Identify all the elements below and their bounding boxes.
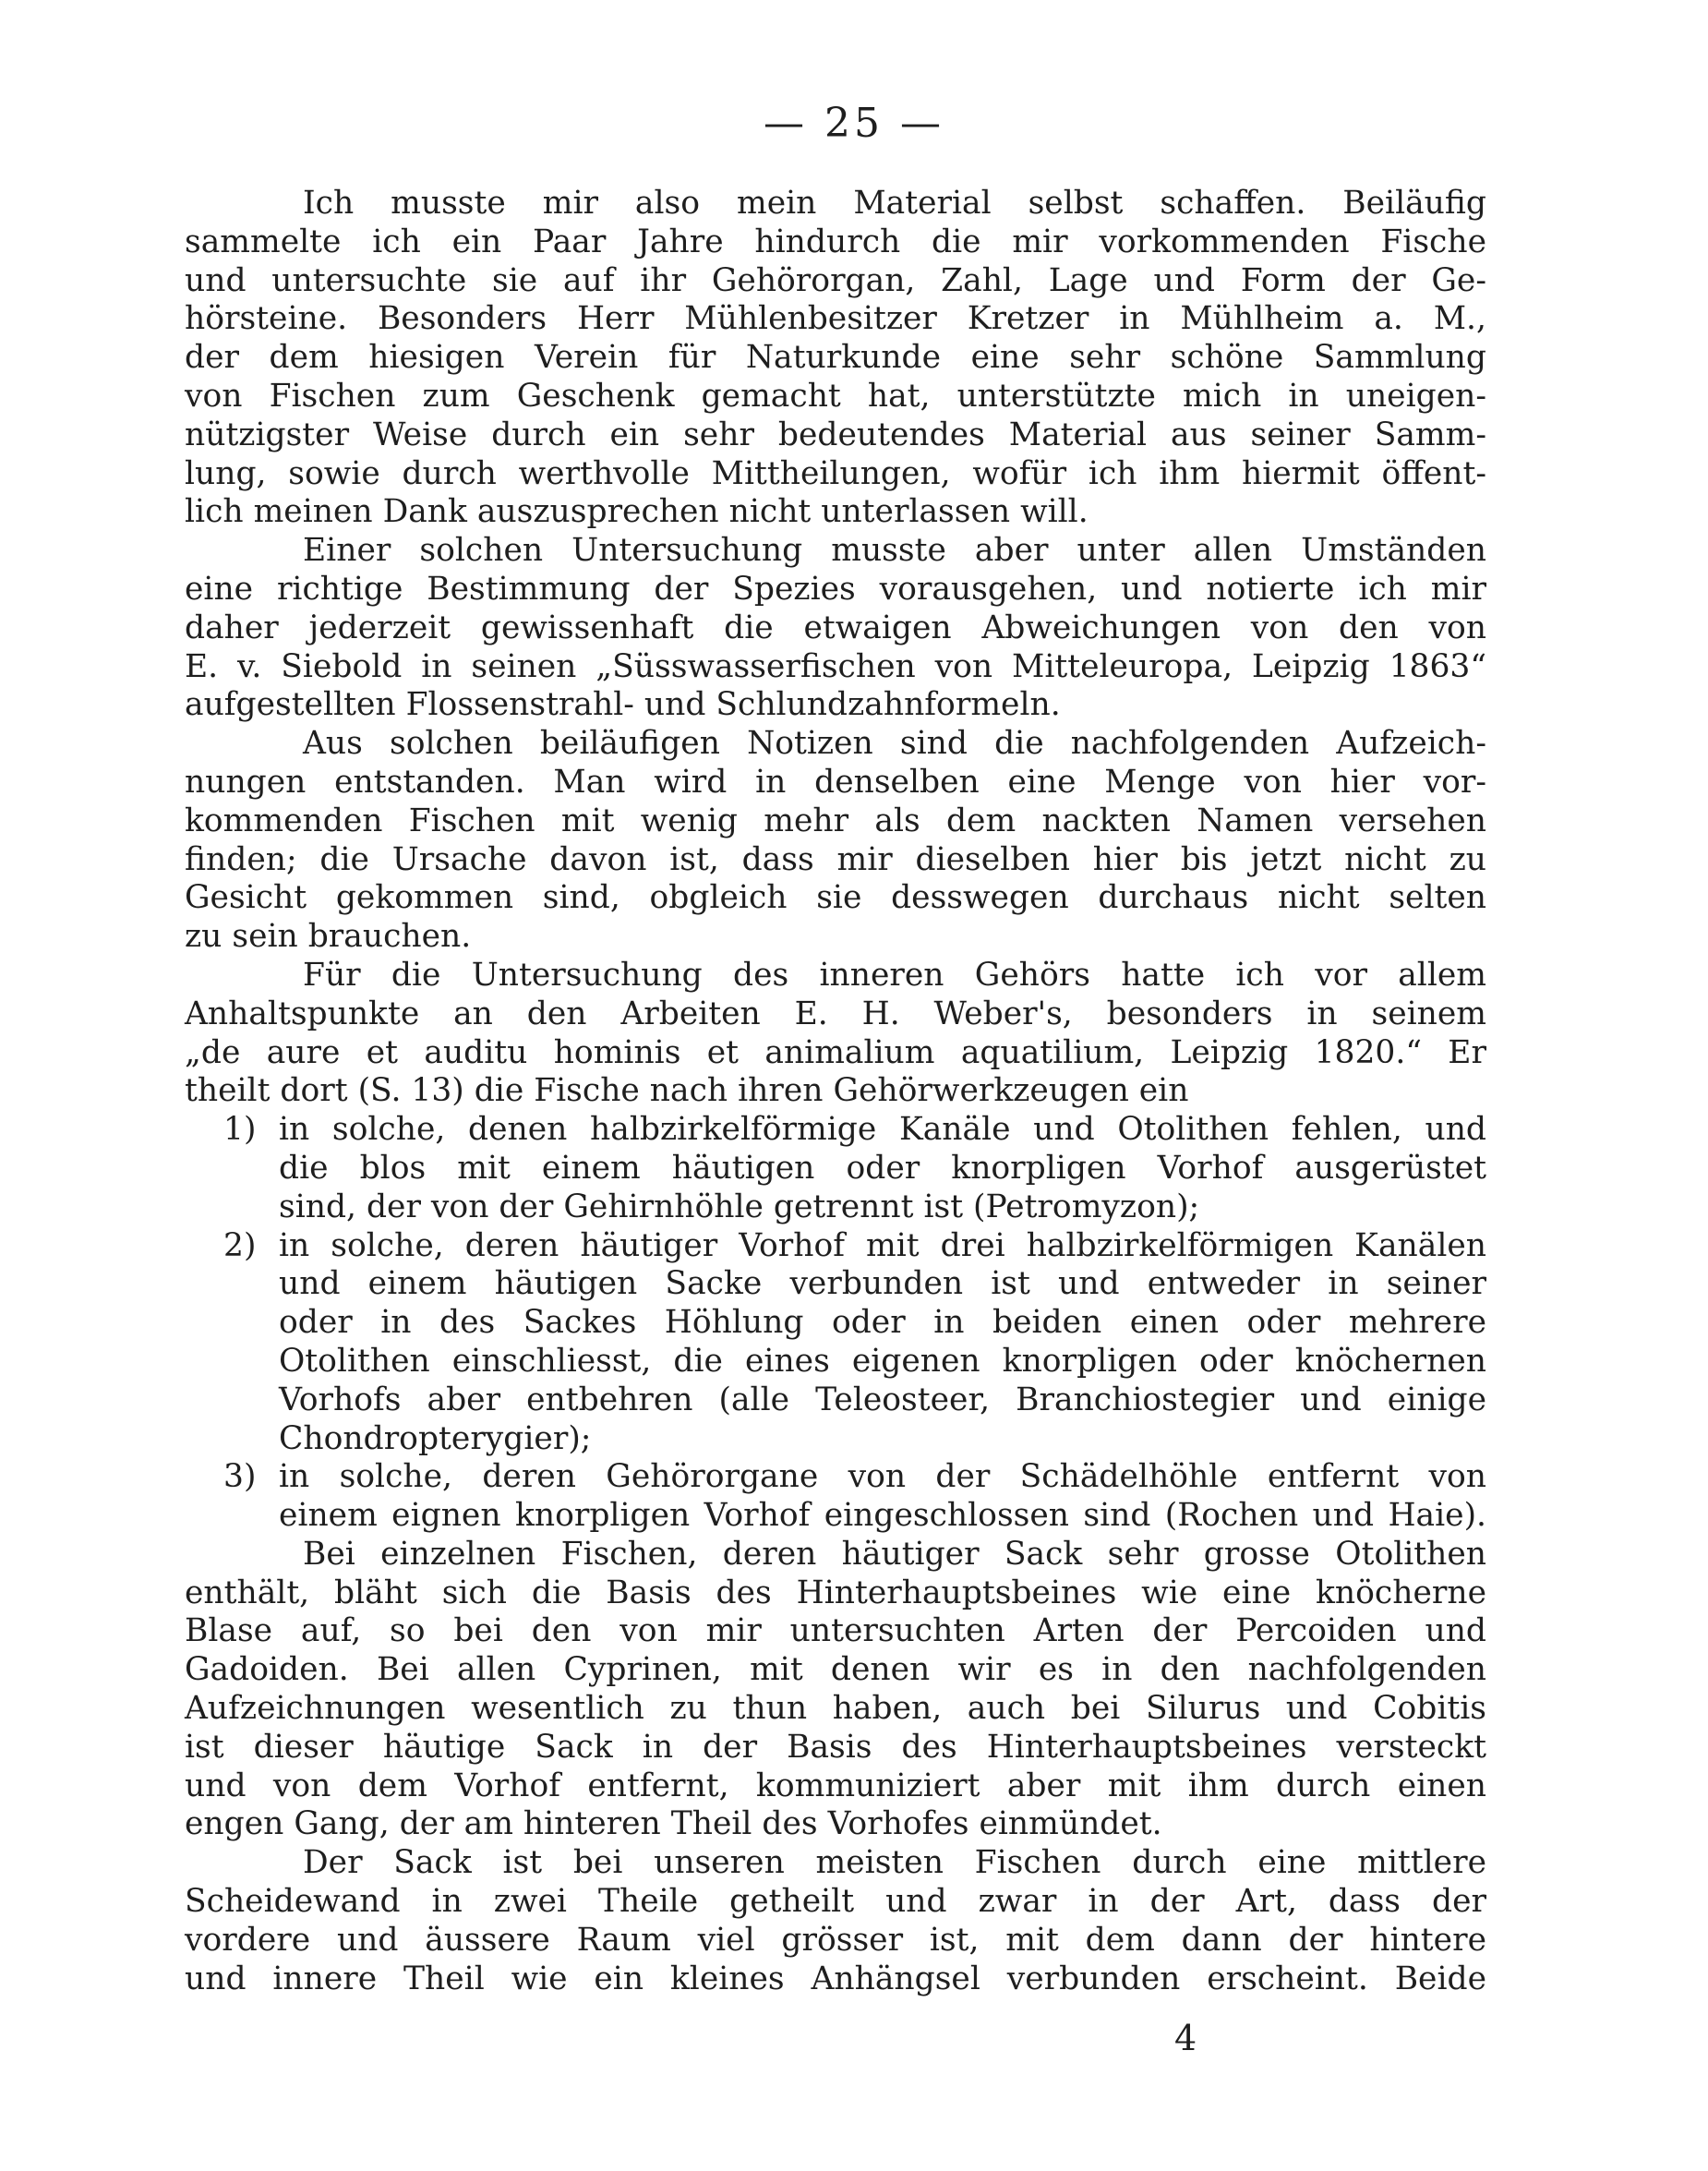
text-line	[185, 1729, 1486, 1767]
text-line	[185, 1805, 1486, 1844]
page-number: — 25 —	[764, 100, 944, 147]
line-text: sind, der von der Gehirnhöhle getrennt ist (Petromyzon);	[279, 1188, 1200, 1225]
text-line	[185, 879, 1486, 918]
text-line	[185, 1497, 1486, 1536]
line-text: eine richtige Bestimmung der Spezies vorausgehen, und notierte ich mir	[185, 570, 1486, 608]
line-text: Gesicht gekommen sind, obgleich sie desswegen durchaus nicht selten	[185, 879, 1486, 917]
text-line	[185, 532, 1486, 571]
text-line	[185, 1227, 1486, 1266]
line-text: engen Gang, der am hinteren Theil des Vorhofes einmündet.	[185, 1805, 1162, 1843]
line-text: vordere und äussere Raum viel grösser ist, mit dem dann der hintere	[185, 1921, 1486, 1959]
text-line	[185, 1922, 1486, 1960]
text-line	[185, 686, 1486, 725]
line-text: Chondropterygier);	[279, 1419, 592, 1457]
line-text: nützigster Weise durch ein sehr bedeutendes Material aus seiner Samm-	[185, 416, 1486, 453]
line-text: Blase auf, so bei den von mir untersuchten Arten der Percoiden und	[185, 1612, 1486, 1650]
text-line	[185, 995, 1486, 1034]
line-text: hörsteine. Besonders Herr Mühlenbesitzer Kretzer in Mühlheim a. M.,	[185, 300, 1486, 338]
list-item-number: 2)	[223, 1226, 257, 1264]
text-line	[185, 455, 1486, 494]
text-line	[185, 957, 1486, 995]
line-text: Ich musste mir also mein Material selbst schaffen. Beiläufig	[303, 185, 1486, 222]
text-line	[185, 802, 1486, 841]
text-line	[185, 1458, 1486, 1497]
line-text: finden; die Ursache davon ist, dass mir dieselben hier bis jetzt nicht zu	[185, 840, 1486, 878]
line-text: Einer solchen Untersuchung musste aber unter allen Umständen	[303, 532, 1486, 570]
text-line	[185, 764, 1486, 802]
line-text: und untersuchte sie auf ihr Gehörorgan, Zahl, Lage und Form der Ge-	[185, 261, 1486, 299]
line-text: Gadoiden. Bei allen Cyprinen, mit denen wir es in den nachfolgenden	[185, 1651, 1486, 1689]
line-text: enthält, bläht sich die Basis des Hinterhauptsbeines wie eine knöcherne	[185, 1574, 1486, 1611]
text-line	[185, 1960, 1486, 1999]
line-text: in solche, deren Gehörorgane von der Schädelhöhle entfernt von	[279, 1458, 1486, 1496]
text-line	[185, 1150, 1486, 1188]
line-text: Der Sack ist bei unseren meisten Fischen durch eine mittlere	[303, 1844, 1486, 1882]
text-line	[185, 1612, 1486, 1651]
text-line	[185, 1072, 1486, 1111]
text-line	[185, 1420, 1486, 1459]
line-text: lich meinen Dank auszusprechen nicht unterlassen will.	[185, 493, 1089, 531]
line-text: der dem hiesigen Verein für Naturkunde eine sehr schöne Sammlung	[185, 339, 1486, 377]
text-line	[185, 1844, 1486, 1883]
line-text: daher jederzeit gewissenhaft die etwaigen Abweichungen von den von	[185, 609, 1486, 646]
text-line	[185, 918, 1486, 957]
line-text: und innere Theil wie ein kleines Anhängsel verbunden erscheint. Beide	[185, 1960, 1486, 1997]
line-text: einem eignen knorpligen Vorhof eingeschlossen sind (Rochen und Haie).	[279, 1497, 1486, 1535]
text-line	[185, 416, 1486, 455]
text-line	[185, 1265, 1486, 1304]
line-text: von Fischen zum Geschenk gemacht hat, unterstützte mich in uneigen-	[185, 377, 1486, 415]
line-text: Anhaltspunkte an den Arbeiten E. H. Weber's, besonders in seinem	[185, 995, 1486, 1032]
text-line	[185, 1304, 1486, 1343]
line-text: ist dieser häutige Sack in der Basis des Hinterhauptsbeines versteckt	[185, 1728, 1486, 1766]
line-text: zu sein brauchen.	[185, 918, 472, 956]
line-text: Scheidewand in zwei Theile getheilt und zwar in der Art, dass der	[185, 1883, 1486, 1921]
line-text: und einem häutigen Sacke verbunden ist und entweder in seiner	[279, 1265, 1486, 1303]
line-text: aufgestellten Flossenstrahl- und Schlundzahnformeln.	[185, 686, 1061, 724]
line-text: theilt dort (S. 13) die Fische nach ihren Gehörwerkzeugen ein	[185, 1072, 1189, 1110]
line-text: und von dem Vorhof entfernt, kommuniziert aber mit ihm durch einen	[185, 1767, 1486, 1804]
text-line	[185, 262, 1486, 301]
text-line	[185, 1651, 1486, 1690]
text-line	[185, 1574, 1486, 1613]
text-line	[185, 1690, 1486, 1729]
list-item-number: 3)	[223, 1458, 257, 1496]
text-line	[185, 1111, 1486, 1150]
line-text: Vorhofs aber entbehren (alle Teleosteer, Branchiostegier und einige	[279, 1381, 1486, 1418]
line-text: in solche, deren häutiger Vorhof mit drei halbzirkelförmigen Kanälen	[279, 1226, 1486, 1264]
line-text: „de aure et auditu hominis et animalium aquatilium, Leipzig 1820.“ Er	[185, 1033, 1486, 1071]
signature-mark: 4	[1174, 2018, 1197, 2058]
text-line	[185, 1034, 1486, 1073]
line-text: die blos mit einem häutigen oder knorpligen Vorhof ausgerüstet	[279, 1149, 1486, 1187]
text-line	[185, 1381, 1486, 1420]
line-text: Aus solchen beiläufigen Notizen sind die nachfolgenden Aufzeich-	[303, 725, 1486, 763]
line-text: Aufzeichnungen wesentlich zu thun haben, auch bei Silurus und Cobitis	[185, 1690, 1486, 1728]
list-item-number: 1)	[223, 1111, 257, 1149]
text-line	[185, 725, 1486, 764]
line-text: nungen entstanden. Man wird in denselben eine Menge von hier vor-	[185, 763, 1486, 801]
line-text: Otolithen einschliesst, die eines eigenen knorpligen oder knöchernen	[279, 1342, 1486, 1380]
text-line	[185, 300, 1486, 339]
text-line	[185, 1883, 1486, 1922]
text-line	[185, 493, 1486, 532]
text-line	[185, 378, 1486, 416]
line-text: Bei einzelnen Fischen, deren häutiger Sack sehr grosse Otolithen	[303, 1535, 1486, 1573]
text-line	[185, 1767, 1486, 1806]
line-text: lung, sowie durch werthvolle Mittheilungen, wofür ich ihm hiermit öffent-	[185, 454, 1486, 492]
line-text: Für die Untersuchung des inneren Gehörs hatte ich vor allem	[303, 956, 1486, 994]
text-line	[185, 339, 1486, 378]
text-line	[185, 1188, 1486, 1227]
text-line	[185, 185, 1486, 223]
text-line	[185, 1536, 1486, 1574]
line-text: oder in des Sackes Höhlung oder in beiden einen oder mehrere	[279, 1304, 1486, 1342]
line-text: sammelte ich ein Paar Jahre hindurch die mir vorkommenden Fische	[185, 223, 1486, 260]
line-text: kommenden Fischen mit wenig mehr als dem nackten Namen versehen	[185, 802, 1486, 839]
line-text: E. v. Siebold in seinen „Süsswasserfischen von Mitteleuropa, Leipzig 1863“	[185, 647, 1486, 685]
text-line	[185, 1343, 1486, 1381]
text-line	[185, 609, 1486, 648]
text-line	[185, 648, 1486, 687]
text-line	[185, 223, 1486, 262]
line-text: in solche, denen halbzirkelförmige Kanäle und Otolithen fehlen, und	[279, 1111, 1486, 1149]
text-line	[185, 571, 1486, 609]
text-line	[185, 841, 1486, 880]
body-text	[185, 185, 1486, 1998]
